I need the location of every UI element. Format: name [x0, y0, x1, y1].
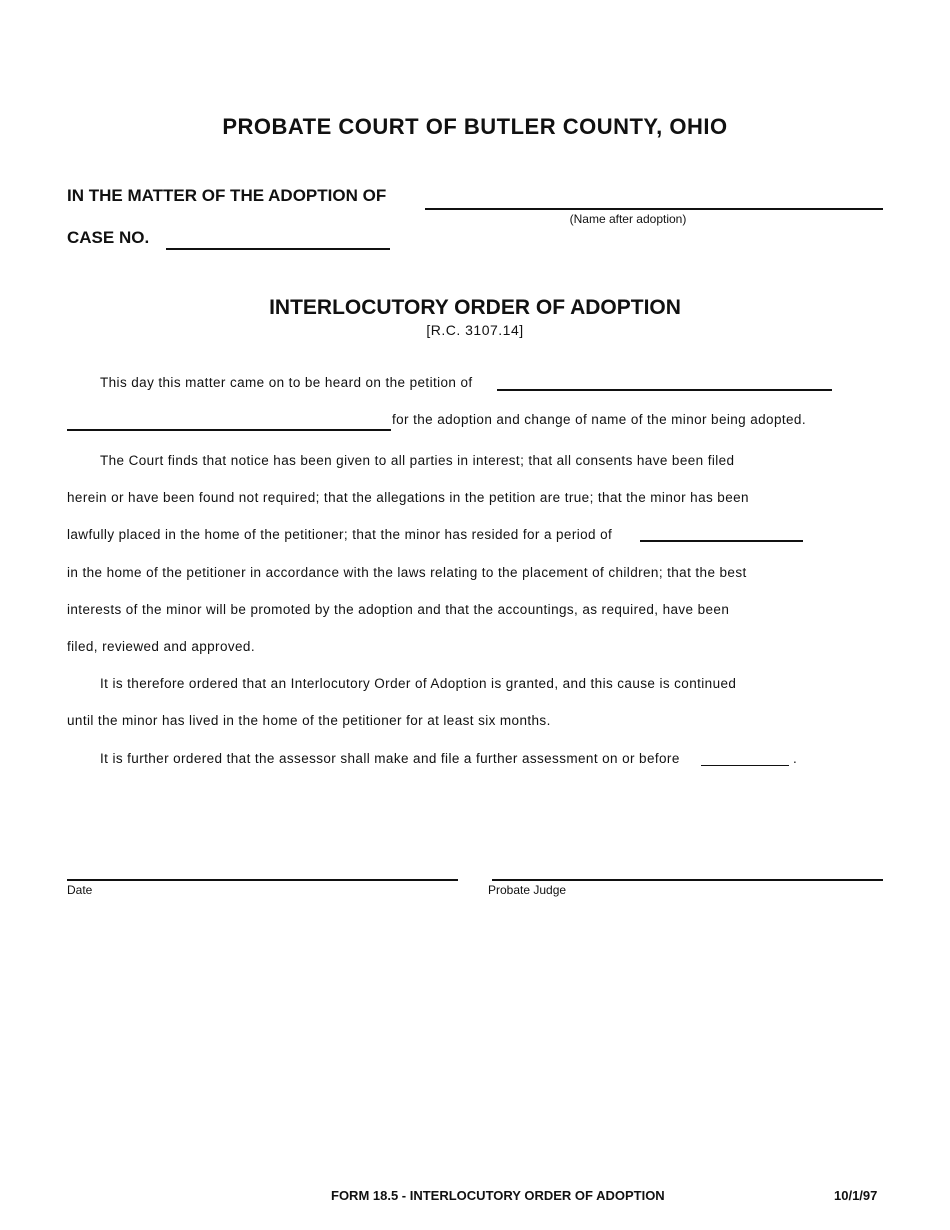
body-line-6: in the home of the petitioner in accordance with the laws relating to the placement of children; that the best	[67, 565, 747, 580]
body-line-7: interests of the minor will be promoted by the adoption and that the accountings, as required, have been	[67, 602, 730, 617]
form-revision-date: 10/1/97	[834, 1188, 878, 1203]
case-number-field[interactable]	[166, 248, 390, 250]
body-line-1: This day this matter came on to be heard on the petition of	[100, 375, 473, 390]
name-after-adoption-caption: (Name after adoption)	[569, 212, 687, 226]
body-line-11: It is further ordered that the assessor shall make and file a further assessment on or before	[100, 751, 680, 766]
body-line-5: lawfully placed in the home of the petitioner; that the minor has resided for a period of	[67, 527, 613, 542]
body-line-3: The Court finds that notice has been given to all parties in interest; that all consents have been filed	[100, 453, 735, 468]
assessment-date-field[interactable]	[701, 765, 789, 766]
body-line-10: until the minor has lived in the home of the petitioner for at least six months.	[67, 713, 551, 728]
residence-period-field[interactable]	[640, 540, 803, 542]
judge-signature-line[interactable]	[492, 879, 883, 881]
adoption-matter-label: IN THE MATTER OF THE ADOPTION OF	[67, 186, 387, 205]
name-after-adoption-field[interactable]	[425, 208, 883, 210]
body-line-11-period: .	[793, 751, 798, 766]
statute-reference: [R.C. 3107.14]	[426, 322, 524, 338]
date-signature-line[interactable]	[67, 879, 458, 881]
form-title-footer: FORM 18.5 - INTERLOCUTORY ORDER OF ADOPTION	[331, 1188, 665, 1203]
court-title: PROBATE COURT OF BUTLER COUNTY, OHIO	[222, 114, 728, 139]
probate-judge-caption: Probate Judge	[488, 883, 567, 897]
date-caption: Date	[67, 883, 93, 897]
body-line-8: filed, reviewed and approved.	[67, 639, 255, 654]
petitioner-name-field[interactable]	[497, 389, 832, 391]
petitioner-name-field-continued[interactable]	[67, 429, 391, 431]
body-line-2: for the adoption and change of name of the minor being adopted.	[392, 412, 806, 427]
body-line-9: It is therefore ordered that an Interlocutory Order of Adoption is granted, and this cause is continued	[100, 676, 737, 691]
case-number-label: CASE NO.	[67, 228, 150, 247]
order-title: INTERLOCUTORY ORDER OF ADOPTION	[269, 296, 681, 319]
body-line-4: herein or have been found not required; that the allegations in the petition are true; that the minor has been	[67, 490, 749, 505]
